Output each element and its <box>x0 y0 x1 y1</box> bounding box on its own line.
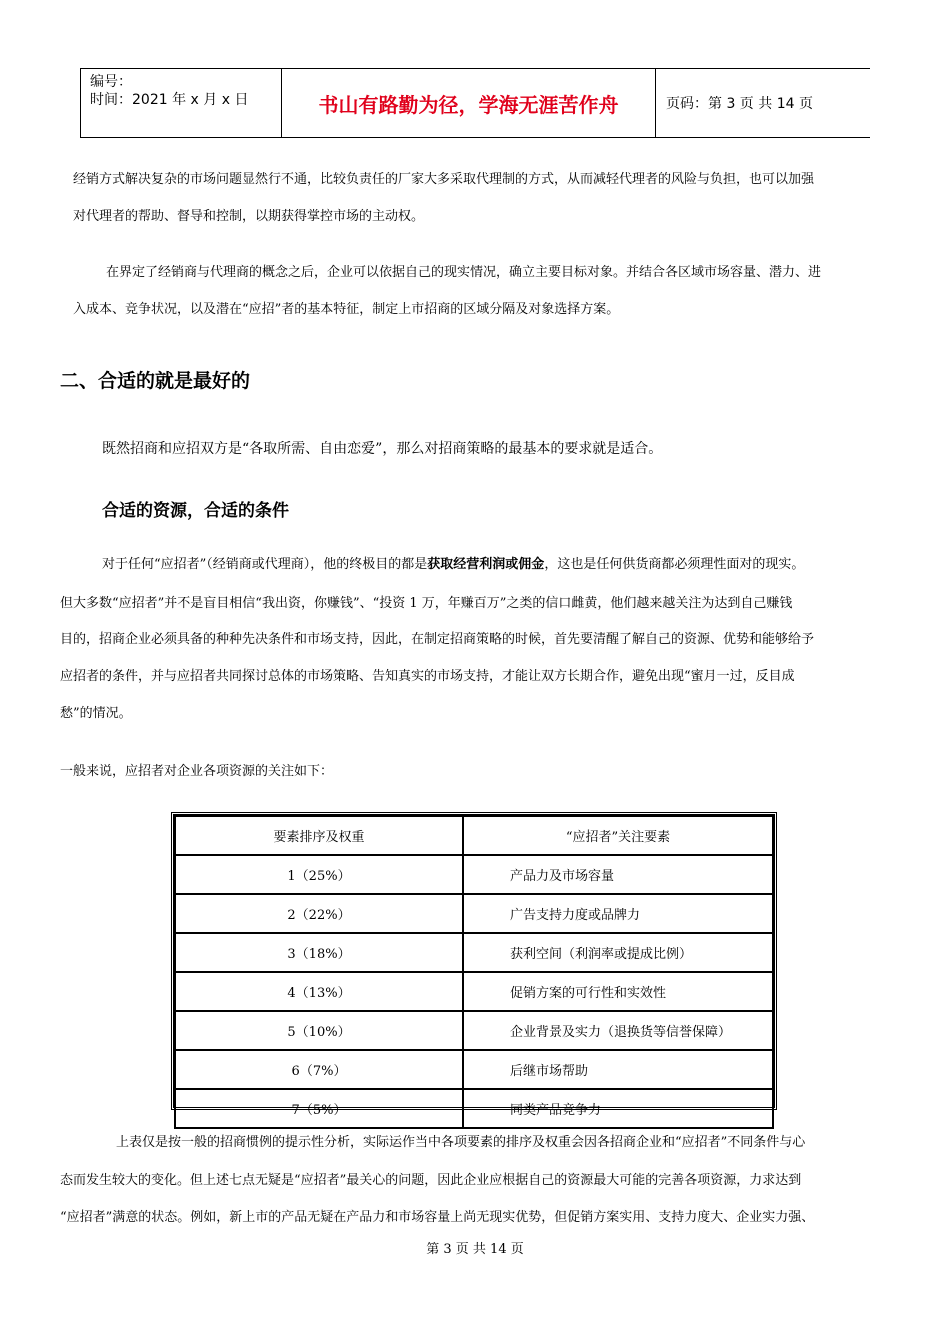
paragraph-4-line-1-pre: 对于任何“应招者”（经销商或代理商），他的终极目的都是 <box>102 557 428 572</box>
paragraph-4-line-1 <box>102 551 804 578</box>
table-cell-rank: 1（25%） <box>175 855 463 894</box>
table-header-cell: 要素排序及权重 <box>175 816 463 855</box>
paragraph-3: 既然招商和应招双方是“各取所需、自由恋爱”，那么对招商策略的最基本的要求就是适合。 <box>102 441 663 457</box>
paragraph-6-line-1: 上表仅是按一般的招商惯例的提示性分析，实际运作当中各项要素的排序及权重会因各招商企业和“应招者”不同条件与心 <box>116 1135 806 1150</box>
table-cell-rank: 2（22%） <box>175 894 463 933</box>
paragraph-5: 一般来说，应招者对企业各项资源的关注如下： <box>60 764 334 779</box>
table-cell-factor: 促销方案的可行性和实效性 <box>463 972 773 1011</box>
table-cell-factor: 同类产品竞争力 <box>463 1089 773 1128</box>
paragraph-4-line-2: 但大多数“应招者”并不是盲目相信“我出资，你赚钱”、“投资 1 万，年赚百万”之类的信口雌黄，他们越来越关注为达到自己赚钱 <box>60 596 793 611</box>
table-cell-rank: 7（5%） <box>175 1089 463 1128</box>
table-cell-factor: 产品力及市场容量 <box>463 855 773 894</box>
table-row <box>175 855 773 894</box>
table-cell-factor: 后继市场帮助 <box>463 1050 773 1089</box>
resource-weight-table <box>171 812 777 1118</box>
table-row <box>175 933 773 972</box>
paragraph-4-emphasis: 获取经营利润或佣金 <box>427 557 545 572</box>
header-motto: 书山有路勤为径，学海无涯苦作舟 <box>282 69 656 137</box>
page-header <box>80 68 870 138</box>
table-cell-rank: 3（18%） <box>175 933 463 972</box>
paragraph-4-line-5: 愁”的情况。 <box>60 706 132 721</box>
table-cell-rank: 4（13%） <box>175 972 463 1011</box>
section-heading: 二、合适的就是最好的 <box>60 370 251 392</box>
paragraph-6-line-3: “应招者”满意的状态。例如，新上市的产品无疑在产品力和市场容量上尚无现实优势，但促销方案实用、支持力度大、企业实力强、 <box>60 1210 815 1225</box>
code-label: 编号： <box>90 74 132 90</box>
table-row <box>175 972 773 1011</box>
page-footer: 第 3 页 共 14 页 <box>426 1242 524 1257</box>
paragraph-1-line-2: 对代理者的帮助、督导和控制，以期获得掌控市场的主动权。 <box>73 209 425 224</box>
paragraph-4-line-4: 应招者的条件，并与应招者共同探讨总体的市场策略、告知真实的市场支持，才能让双方长期合作，避免出现“蜜月一过，反目成 <box>60 669 795 684</box>
header-meta-cell <box>80 69 282 137</box>
table-cell-factor: 广告支持力度或品牌力 <box>463 894 773 933</box>
table-row <box>175 1089 773 1128</box>
paragraph-4-line-3: 目的，招商企业必须具备的种种先决条件和市场支持，因此，在制定招商策略的时候，首先要清醒了解自己的资源、优势和能够给予 <box>60 632 815 647</box>
table-row <box>175 894 773 933</box>
table-header-cell: “应招者”关注要素 <box>463 816 773 855</box>
table-cell-rank: 5（10%） <box>175 1011 463 1050</box>
header-page-info: 页码：第 3 页 共 14 页 <box>666 96 813 112</box>
paragraph-2-line-2: 入成本、竞争状况，以及潜在“应招”者的基本特征，制定上市招商的区域分隔及对象选择方案。 <box>73 302 620 317</box>
subsection-heading: 合适的资源，合适的条件 <box>102 501 289 521</box>
paragraph-4-line-1-post: ，这也是任何供货商都必须理性面对的现实。 <box>544 557 805 572</box>
paragraph-6-line-2: 态而发生较大的变化。但上述七点无疑是“应招者”最关心的问题，因此企业应根据自己的资源最大可能的完善各项资源，力求达到 <box>60 1173 802 1188</box>
table-row <box>175 1050 773 1089</box>
table-cell-factor: 获利空间（利润率或提成比例） <box>463 933 773 972</box>
table-cell-rank: 6（7%） <box>175 1050 463 1089</box>
paragraph-2-line-1: 在界定了经销商与代理商的概念之后，企业可以依据自己的现实情况，确立主要目标对象。并结合各区域市场容量、潜力、进 <box>106 265 822 280</box>
time-label: 时间：2021 年 x 月 x 日 <box>90 92 249 108</box>
table-cell-factor: 企业背景及实力（退换货等信誉保障） <box>463 1011 773 1050</box>
table-header-row <box>175 816 773 855</box>
table-row <box>175 1011 773 1050</box>
paragraph-1-line-1: 经销方式解决复杂的市场问题显然行不通，比较负责任的厂家大多采取代理制的方式，从而减轻代理者的风险与负担，也可以加强 <box>73 172 815 187</box>
